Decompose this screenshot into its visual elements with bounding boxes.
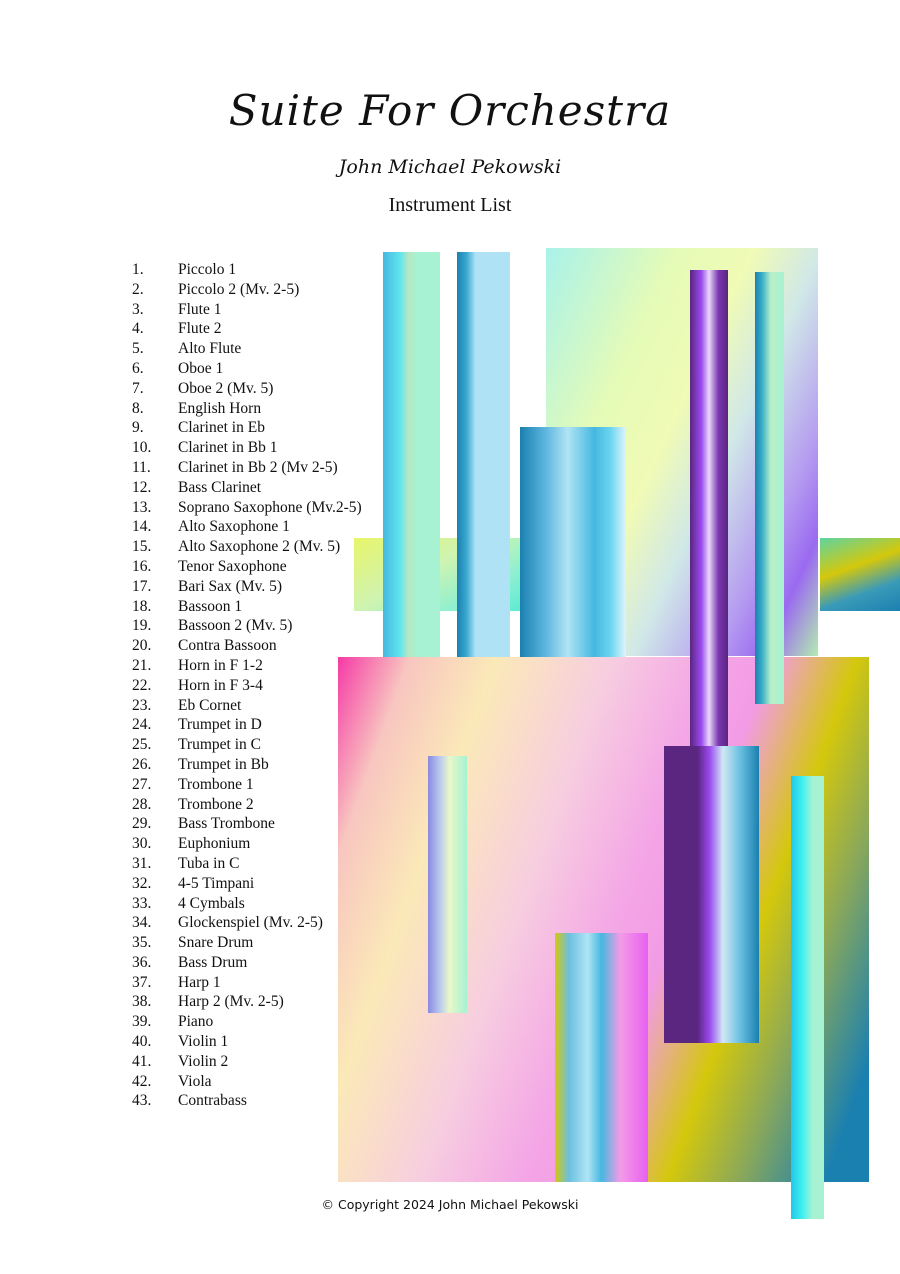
instrument-number: 13. [132, 498, 152, 516]
instrument-number: 9. [132, 419, 144, 437]
instrument-name: Alto Flute [178, 340, 242, 358]
instrument-number: 4. [132, 320, 144, 338]
instrument-number: 12. [132, 478, 152, 496]
instrument-list-item [132, 478, 392, 498]
instrument-number: 23. [132, 696, 152, 714]
instrument-number: 22. [132, 676, 152, 694]
instrument-name: Piccolo 2 (Mv. 2-5) [178, 280, 300, 298]
instrument-number: 15. [132, 538, 152, 556]
instrument-name: Oboe 2 (Mv. 5) [178, 379, 274, 397]
instrument-number: 3. [132, 300, 144, 318]
instrument-number: 24. [132, 716, 152, 734]
instrument-list-item [132, 399, 392, 419]
instrument-list-item [132, 319, 392, 339]
instrument-number: 6. [132, 359, 144, 377]
instrument-number: 29. [132, 815, 152, 833]
instrument-list-item [132, 874, 392, 894]
instrument-number: 40. [132, 1033, 152, 1051]
instrument-list-heading: Instrument List [388, 194, 512, 216]
art-bar-far-right [791, 776, 824, 1219]
instrument-name: English Horn [178, 399, 262, 417]
instrument-list-item [132, 953, 392, 973]
instrument-name: Bass Trombone [178, 815, 275, 833]
instrument-list-item [132, 1091, 392, 1111]
instrument-name: Violin 1 [178, 1033, 229, 1051]
instrument-list-item [132, 498, 392, 518]
instrument-number: 2. [132, 280, 144, 298]
instrument-name: Trumpet in D [178, 716, 262, 734]
instrument-name: Harp 1 [178, 973, 221, 991]
instrument-list-item [132, 814, 392, 834]
copyright-notice: © Copyright 2024 John Michael Pekowski [321, 1197, 579, 1212]
instrument-name: 4-5 Timpani [178, 874, 255, 892]
instrument-number: 33. [132, 894, 152, 912]
instrument-list-item [132, 1012, 392, 1032]
instrument-name: Bass Clarinet [178, 478, 262, 496]
instrument-list [132, 260, 392, 1111]
score-title: Suite For Orchestra [228, 86, 672, 135]
instrument-list-item [132, 894, 392, 914]
instrument-list-item [132, 834, 392, 854]
instrument-number: 10. [132, 439, 152, 457]
instrument-list-item [132, 339, 392, 359]
instrument-number: 35. [132, 934, 152, 952]
instrument-name: Trombone 1 [178, 775, 254, 793]
instrument-number: 21. [132, 656, 152, 674]
instrument-list-item [132, 656, 392, 676]
instrument-list-item [132, 933, 392, 953]
instrument-name: Glockenspiel (Mv. 2-5) [178, 914, 323, 932]
instrument-name: Flute 1 [178, 300, 222, 318]
instrument-number: 41. [132, 1052, 152, 1070]
art-block-bottom-center [555, 933, 648, 1182]
instrument-name: Viola [178, 1072, 212, 1090]
instrument-list-item [132, 458, 392, 478]
instrument-name: Trumpet in Bb [178, 755, 269, 773]
instrument-list-item [132, 1052, 392, 1072]
instrument-list-item [132, 616, 392, 636]
instrument-list-item [132, 676, 392, 696]
instrument-number: 38. [132, 993, 152, 1011]
instrument-list-item [132, 438, 392, 458]
composer-name: John Michael Pekowski [338, 156, 562, 178]
instrument-number: 1. [132, 261, 144, 278]
instrument-number: 14. [132, 518, 152, 536]
instrument-name: Contra Bassoon [178, 637, 277, 655]
instrument-list-item [132, 300, 392, 320]
instrument-name: Tuba in C [178, 854, 240, 872]
instrument-list-item [132, 636, 392, 656]
instrument-number: 18. [132, 597, 152, 615]
instrument-name: Clarinet in Bb 2 (Mv 2-5) [178, 458, 338, 476]
art-block-center [520, 427, 626, 657]
instrument-number: 37. [132, 973, 152, 991]
instrument-number: 32. [132, 874, 152, 892]
instrument-list-item [132, 735, 392, 755]
instrument-number: 11. [132, 458, 151, 476]
instrument-name: Harp 2 (Mv. 2-5) [178, 993, 284, 1011]
instrument-number: 17. [132, 577, 152, 595]
instrument-list-item [132, 260, 392, 280]
instrument-number: 20. [132, 637, 152, 655]
instrument-number: 19. [132, 617, 152, 635]
instrument-number: 27. [132, 775, 152, 793]
instrument-number: 34. [132, 914, 152, 932]
instrument-list-item [132, 418, 392, 438]
instrument-number: 30. [132, 835, 152, 853]
instrument-name: Alto Saxophone 2 (Mv. 5) [178, 538, 341, 556]
instrument-name: Horn in F 3-4 [178, 676, 263, 694]
instrument-name: Violin 2 [178, 1052, 229, 1070]
art-block-purple [664, 746, 759, 1043]
instrument-number: 7. [132, 379, 144, 397]
art-bar-purple [690, 270, 728, 750]
art-band-right [820, 538, 900, 611]
instrument-list-item [132, 992, 392, 1012]
instrument-list-item [132, 379, 392, 399]
instrument-list-item [132, 597, 392, 617]
instrument-list-item [132, 795, 392, 815]
instrument-name: Piano [178, 1013, 214, 1031]
instrument-name: Bassoon 2 (Mv. 5) [178, 617, 293, 635]
instrument-number: 31. [132, 854, 152, 872]
instrument-name: Eb Cornet [178, 696, 242, 714]
instrument-list-item [132, 973, 392, 993]
instrument-list-item [132, 1072, 392, 1092]
instrument-list-item [132, 775, 392, 795]
instrument-name: Oboe 1 [178, 359, 224, 377]
instrument-number: 25. [132, 736, 152, 754]
instrument-name: Euphonium [178, 835, 251, 853]
art-bar-small-left [428, 756, 467, 1013]
instrument-list-item [132, 359, 392, 379]
instrument-list-item [132, 755, 392, 775]
instrument-name: Horn in F 1-2 [178, 656, 263, 674]
instrument-name: Trombone 2 [178, 795, 254, 813]
instrument-name: Bassoon 1 [178, 597, 243, 615]
instrument-name: Clarinet in Eb [178, 419, 265, 437]
instrument-number: 16. [132, 557, 152, 575]
instrument-list-item [132, 1032, 392, 1052]
instrument-number: 36. [132, 953, 152, 971]
instrument-name: Flute 2 [178, 320, 222, 338]
instrument-number: 5. [132, 340, 144, 358]
instrument-name: Tenor Saxophone [178, 557, 287, 575]
instrument-number: 8. [132, 399, 144, 417]
instrument-number: 42. [132, 1072, 152, 1090]
instrument-name: Soprano Saxophone (Mv.2-5) [178, 498, 362, 516]
instrument-name: Bass Drum [178, 953, 248, 971]
instrument-name: Contrabass [178, 1092, 247, 1110]
art-bar-2 [457, 252, 510, 657]
instrument-list-item [132, 577, 392, 597]
instrument-list-item [132, 854, 392, 874]
instrument-number: 26. [132, 755, 152, 773]
instrument-number: 28. [132, 795, 152, 813]
instrument-name: Clarinet in Bb 1 [178, 439, 278, 457]
instrument-name: 4 Cymbals [178, 894, 245, 912]
instrument-name: Trumpet in C [178, 736, 261, 754]
instrument-list-item [132, 537, 392, 557]
instrument-list-item [132, 517, 392, 537]
instrument-list-item [132, 280, 392, 300]
instrument-name: Snare Drum [178, 934, 254, 952]
instrument-number: 43. [132, 1092, 152, 1110]
instrument-name: Bari Sax (Mv. 5) [178, 577, 283, 595]
art-bar-thin-right [755, 272, 784, 704]
instrument-list-item [132, 557, 392, 577]
instrument-number: 39. [132, 1013, 152, 1031]
instrument-name: Alto Saxophone 1 [178, 518, 290, 536]
instrument-list-item [132, 715, 392, 735]
instrument-name: Piccolo 1 [178, 261, 237, 278]
instrument-list-item [132, 696, 392, 716]
instrument-list-item [132, 913, 392, 933]
